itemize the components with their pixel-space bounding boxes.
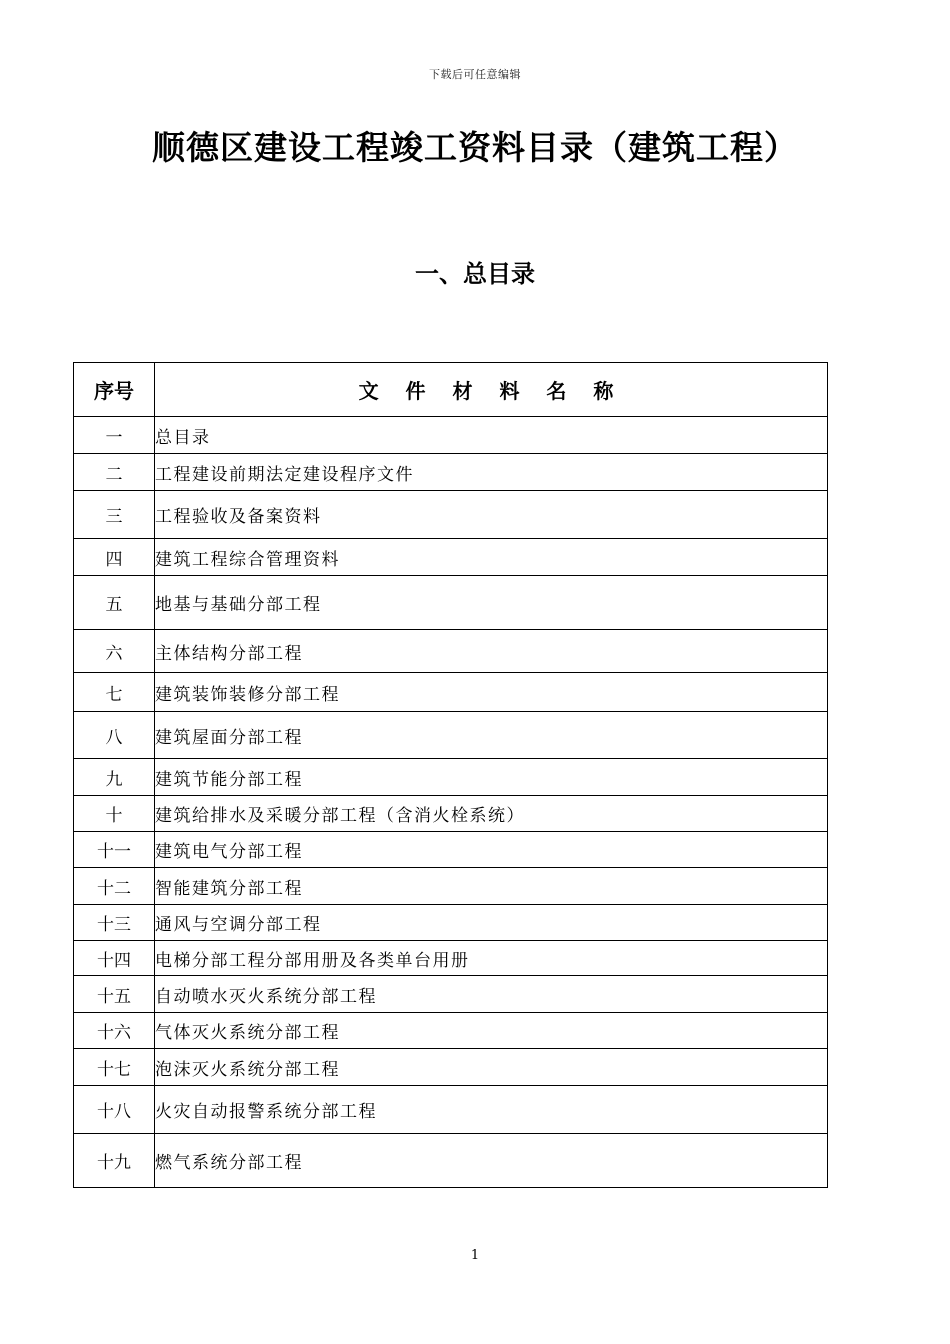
row-title: 建筑装饰装修分部工程 <box>155 673 828 712</box>
column-header-name: 文 件 材 料 名 称 <box>155 363 828 417</box>
row-title: 智能建筑分部工程 <box>155 868 828 905</box>
table-row <box>74 941 828 976</box>
row-number: 九 <box>74 759 155 796</box>
row-title: 地基与基础分部工程 <box>155 576 828 630</box>
column-header-no: 序号 <box>74 363 155 417</box>
table-row <box>74 976 828 1013</box>
toc-table <box>73 362 828 1188</box>
row-number: 十五 <box>74 976 155 1013</box>
row-title: 泡沫灭火系统分部工程 <box>155 1049 828 1086</box>
table-row <box>74 454 828 491</box>
row-number: 十六 <box>74 1013 155 1049</box>
table-row <box>74 832 828 868</box>
row-number: 十八 <box>74 1086 155 1134</box>
row-title: 建筑给排水及采暖分部工程（含消火栓系统） <box>155 796 828 832</box>
row-number: 三 <box>74 491 155 539</box>
table-row <box>74 796 828 832</box>
row-title: 火灾自动报警系统分部工程 <box>155 1086 828 1134</box>
row-title: 自动喷水灭火系统分部工程 <box>155 976 828 1013</box>
row-title: 电梯分部工程分部用册及各类单台用册 <box>155 941 828 976</box>
row-title: 总目录 <box>155 417 828 454</box>
table-row <box>74 417 828 454</box>
row-number: 七 <box>74 673 155 712</box>
document-title: 顺德区建设工程竣工资料目录（建筑工程） <box>152 128 798 167</box>
row-number: 十一 <box>74 832 155 868</box>
row-number: 十三 <box>74 905 155 941</box>
row-number: 六 <box>74 630 155 673</box>
table-row <box>74 1086 828 1134</box>
table-row <box>74 1134 828 1188</box>
row-title: 通风与空调分部工程 <box>155 905 828 941</box>
row-number: 十七 <box>74 1049 155 1086</box>
row-title: 主体结构分部工程 <box>155 630 828 673</box>
table-row <box>74 759 828 796</box>
row-number: 一 <box>74 417 155 454</box>
table-row <box>74 1049 828 1086</box>
row-title: 工程验收及备案资料 <box>155 491 828 539</box>
row-title: 建筑工程综合管理资料 <box>155 539 828 576</box>
row-title: 燃气系统分部工程 <box>155 1134 828 1188</box>
table-row <box>74 712 828 759</box>
page-number: 1 <box>470 1248 480 1263</box>
row-title: 气体灭火系统分部工程 <box>155 1013 828 1049</box>
table-row <box>74 630 828 673</box>
row-title: 工程建设前期法定建设程序文件 <box>155 454 828 491</box>
table-row <box>74 905 828 941</box>
row-title: 建筑电气分部工程 <box>155 832 828 868</box>
row-title: 建筑节能分部工程 <box>155 759 828 796</box>
table-row <box>74 539 828 576</box>
row-number: 八 <box>74 712 155 759</box>
table-row <box>74 673 828 712</box>
section-title: 一、总目录 <box>415 260 535 288</box>
row-number: 二 <box>74 454 155 491</box>
table-row <box>74 868 828 905</box>
row-number: 四 <box>74 539 155 576</box>
table-row <box>74 491 828 539</box>
row-number: 十 <box>74 796 155 832</box>
header-note: 下载后可任意编辑 <box>429 68 521 81</box>
row-number: 十二 <box>74 868 155 905</box>
row-number: 十四 <box>74 941 155 976</box>
row-number: 十九 <box>74 1134 155 1188</box>
table-header-row <box>74 363 828 417</box>
row-number: 五 <box>74 576 155 630</box>
row-title: 建筑屋面分部工程 <box>155 712 828 759</box>
table-row <box>74 1013 828 1049</box>
table-row <box>74 576 828 630</box>
